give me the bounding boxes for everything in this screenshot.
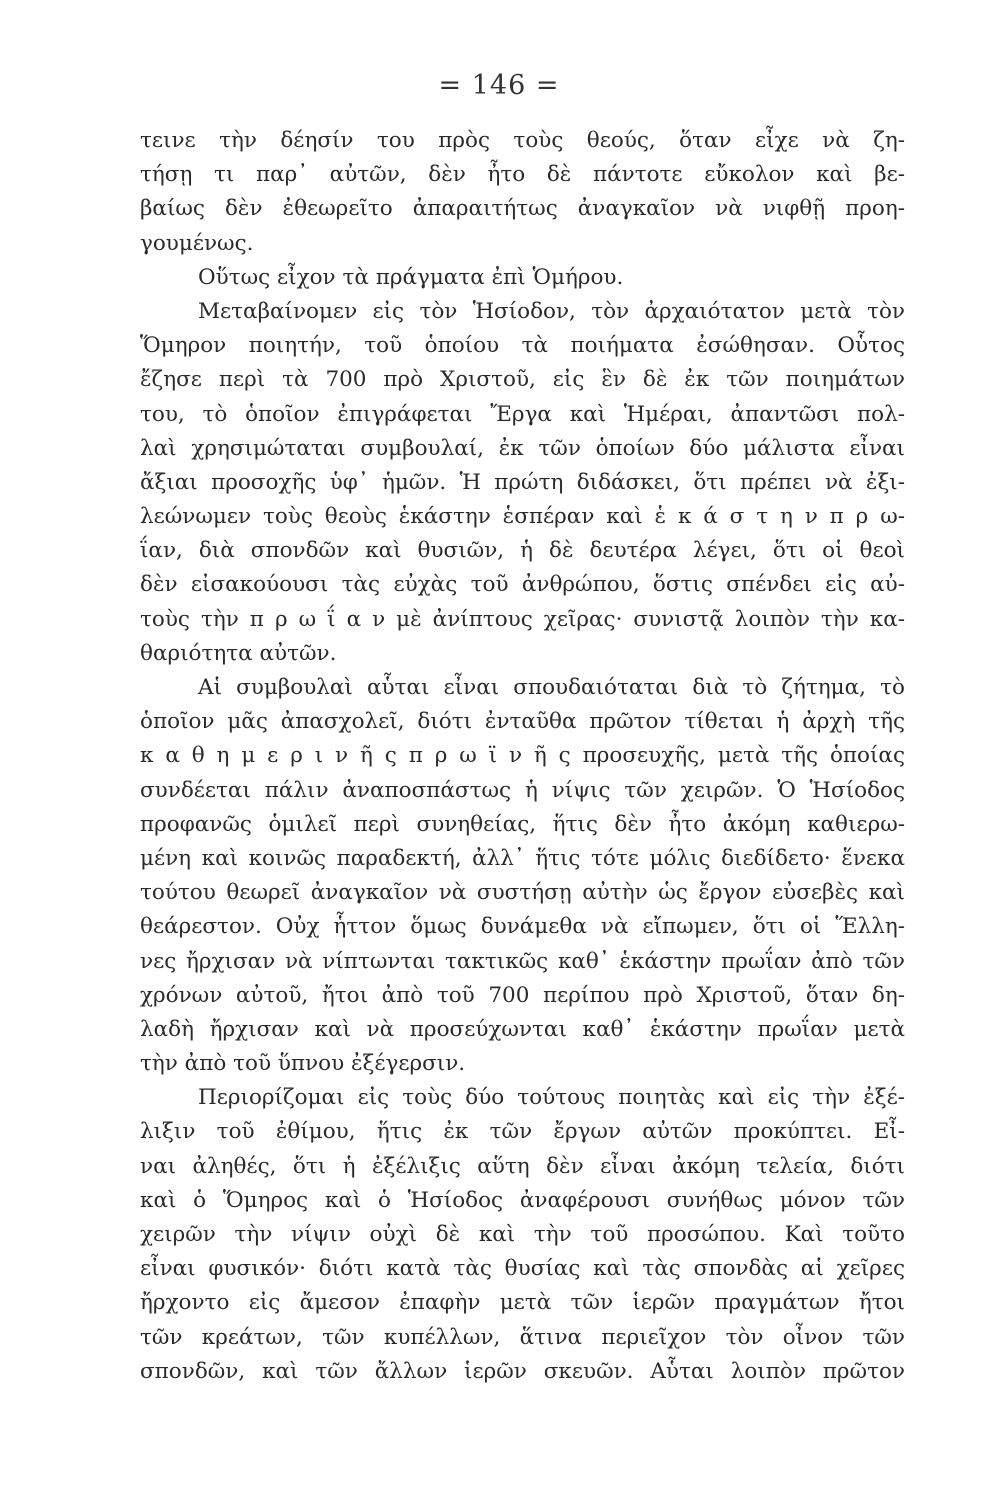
text-line: τὴν ἀπὸ τοῦ ὕπνου ἐξέγερσιν. [140, 1051, 466, 1077]
text-line: καὶ ὁ Ὅμηρος καὶ ὁ Ἡσίοδος ἀναφέρουσι συνήθως μόνον τῶν [140, 1187, 905, 1213]
paragraph-start: Οὕτως εἶχον τὰ πράγματα ἐπὶ Ὁμήρου. [198, 264, 624, 290]
text-line: κ α θ η μ ε ρ ι ν ῆ ς π ρ ω ϊ ν ῆ ς προσευχῆς, μετὰ τῆς ὁποίας [140, 743, 905, 769]
text-line: ἔζησε περὶ τὰ 700 πρὸ Χριστοῦ, εἰς ἓν δὲ ἐκ τῶν ποιημάτων [140, 367, 905, 393]
text-line: εἶναι φυσικόν· διότι κατὰ τὰς θυσίας καὶ τὰς σπονδὰς αἱ χεῖρες [140, 1256, 905, 1282]
text-line: βαίως δὲν ἐθεωρεῖτο ἀπαραιτήτως ἀναγκαῖον νὰ νιφθῇ προη- [140, 196, 905, 222]
text-line: θαριότητα αὐτῶν. [140, 640, 337, 666]
text-line: ἤρχοντο εἰς ἄμεσον ἐπαφὴν μετὰ τῶν ἱερῶν πραγμάτων ἤτοι [140, 1290, 905, 1316]
text-line: ΐαν, διὰ σπονδῶν καὶ θυσιῶν, ἡ δὲ δευτέρα λέγει, ὅτι οἱ θεοὶ [140, 538, 905, 564]
text-line: γουμένως. [140, 230, 254, 256]
text-line: χρόνων αὐτοῦ, ἤτοι ἀπὸ τοῦ 700 περίπου πρὸ Χριστοῦ, ὅταν δη- [140, 982, 905, 1008]
text-line: του, τὸ ὁποῖον ἐπιγράφεται Ἔργα καὶ Ἡμέραι, ἀπαντῶσι πολ- [140, 401, 905, 427]
text-line: ἄξιαι προσοχῆς ὑφ᾽ ἡμῶν. Ἡ πρώτη διδάσκει, ὅτι πρέπει νὰ ἐξι- [140, 469, 905, 495]
text-line: μένη καὶ κοινῶς παραδεκτή, ἀλλ᾽ ἥτις τότε μόλις διεδίδετο· ἕνεκα [140, 845, 905, 871]
text-line: λαδὴ ἤρχισαν καὶ νὰ προσεύχωνται καθ᾽ ἑκάστην πρωΐαν μετὰ [140, 1016, 905, 1042]
text-line: λεώνωμεν τοὺς θεοὺς ἑκάστην ἑσπέραν καὶ ἑ κ ά σ τ η ν π ρ ω- [140, 504, 905, 530]
text-line: τήσῃ τι παρ᾽ αὐτῶν, δὲν ἦτο δὲ πάντοτε εὔκολον καὶ βε- [140, 162, 905, 188]
text-line: Ὅμηρον ποιητήν, τοῦ ὁποίου τὰ ποιήματα ἐσώθησαν. Οὗτος [140, 333, 905, 359]
text-line: τῶν κρεάτων, τῶν κυπέλλων, ἅτινα περιεῖχον τὸν οἶνον τῶν [140, 1324, 905, 1350]
paragraph-start: Μεταβαίνομεν εἰς τὸν Ἡσίοδον, τὸν ἀρχαιότατον μετὰ τὸν [198, 298, 905, 324]
text-line: λιξιν τοῦ ἐθίμου, ἥτις ἐκ τῶν ἔργων αὐτῶν προκύπτει. Εἶ- [140, 1119, 905, 1145]
page-number: = 146 = [438, 70, 560, 101]
text-line: σπονδῶν, καὶ τῶν ἄλλων ἱερῶν σκευῶν. Αὗται λοιπὸν πρῶτον [140, 1358, 905, 1384]
text-line: χειρῶν τὴν νίψιν οὐχὶ δὲ καὶ τὴν τοῦ προσώπου. Καὶ τοῦτο [140, 1222, 905, 1247]
text-line: προφανῶς ὁμιλεῖ περὶ συνηθείας, ἥτις δὲν ἦτο ἀκόμη καθιερω- [140, 811, 905, 837]
paragraph-start: Αἱ συμβουλαὶ αὗται εἶναι σπουδαιόταται διὰ τὸ ζήτημα, τὸ [198, 675, 905, 700]
text-line: νες ἤρχισαν νὰ νίπτωνται τακτικῶς καθ᾽ ἑκάστην πρωΐαν ἀπὸ τῶν [140, 948, 905, 974]
paragraph-start: Περιορίζομαι εἰς τοὺς δύο τούτους ποιητὰς καὶ εἰς τὴν ἐξέ- [198, 1085, 905, 1111]
text-line: θεάρεστον. Οὐχ ἧττον ὅμως δυνάμεθα νὰ εἴπωμεν, ὅτι οἱ Ἕλλη- [140, 914, 905, 940]
text-line: τοὺς τὴν π ρ ω ΐ α ν μὲ ἀνίπτους χεῖρας· συνιστᾷ λοιπὸν τὴν κα- [140, 606, 905, 632]
text-line: συνδέεται πάλιν ἀναποσπάστως ἡ νίψις τῶν χειρῶν. Ὁ Ἡσίοδος [140, 777, 905, 803]
text-line: ναι ἀληθές, ὅτι ἡ ἐξέλιξις αὕτη δὲν εἶναι ἀκόμη τελεία, διότι [140, 1153, 905, 1179]
text-line: τεινε τὴν δέησίν του πρὸς τοὺς θεούς, ὅταν εἶχε νὰ ζη- [140, 128, 905, 153]
text-line: ὁποῖον μᾶς ἀπασχολεῖ, διότι ἐνταῦθα πρῶτον τίθεται ἡ ἀρχὴ τῆς [140, 709, 905, 735]
text-line: λαὶ χρησιμώταται συμβουλαί, ἐκ τῶν ὁποίων δύο μάλιστα εἶναι [140, 435, 905, 461]
text-line: τούτου θεωρεῖ ἀναγκαῖον νὰ συστήσῃ αὐτὴν ὡς ἔργον εὐσεβὲς καὶ [140, 880, 905, 906]
text-line: δὲν εἰσακούουσι τὰς εὐχὰς τοῦ ἀνθρώπου, ὅστις σπένδει εἰς αὐ- [140, 572, 905, 598]
body-text [140, 124, 905, 1389]
